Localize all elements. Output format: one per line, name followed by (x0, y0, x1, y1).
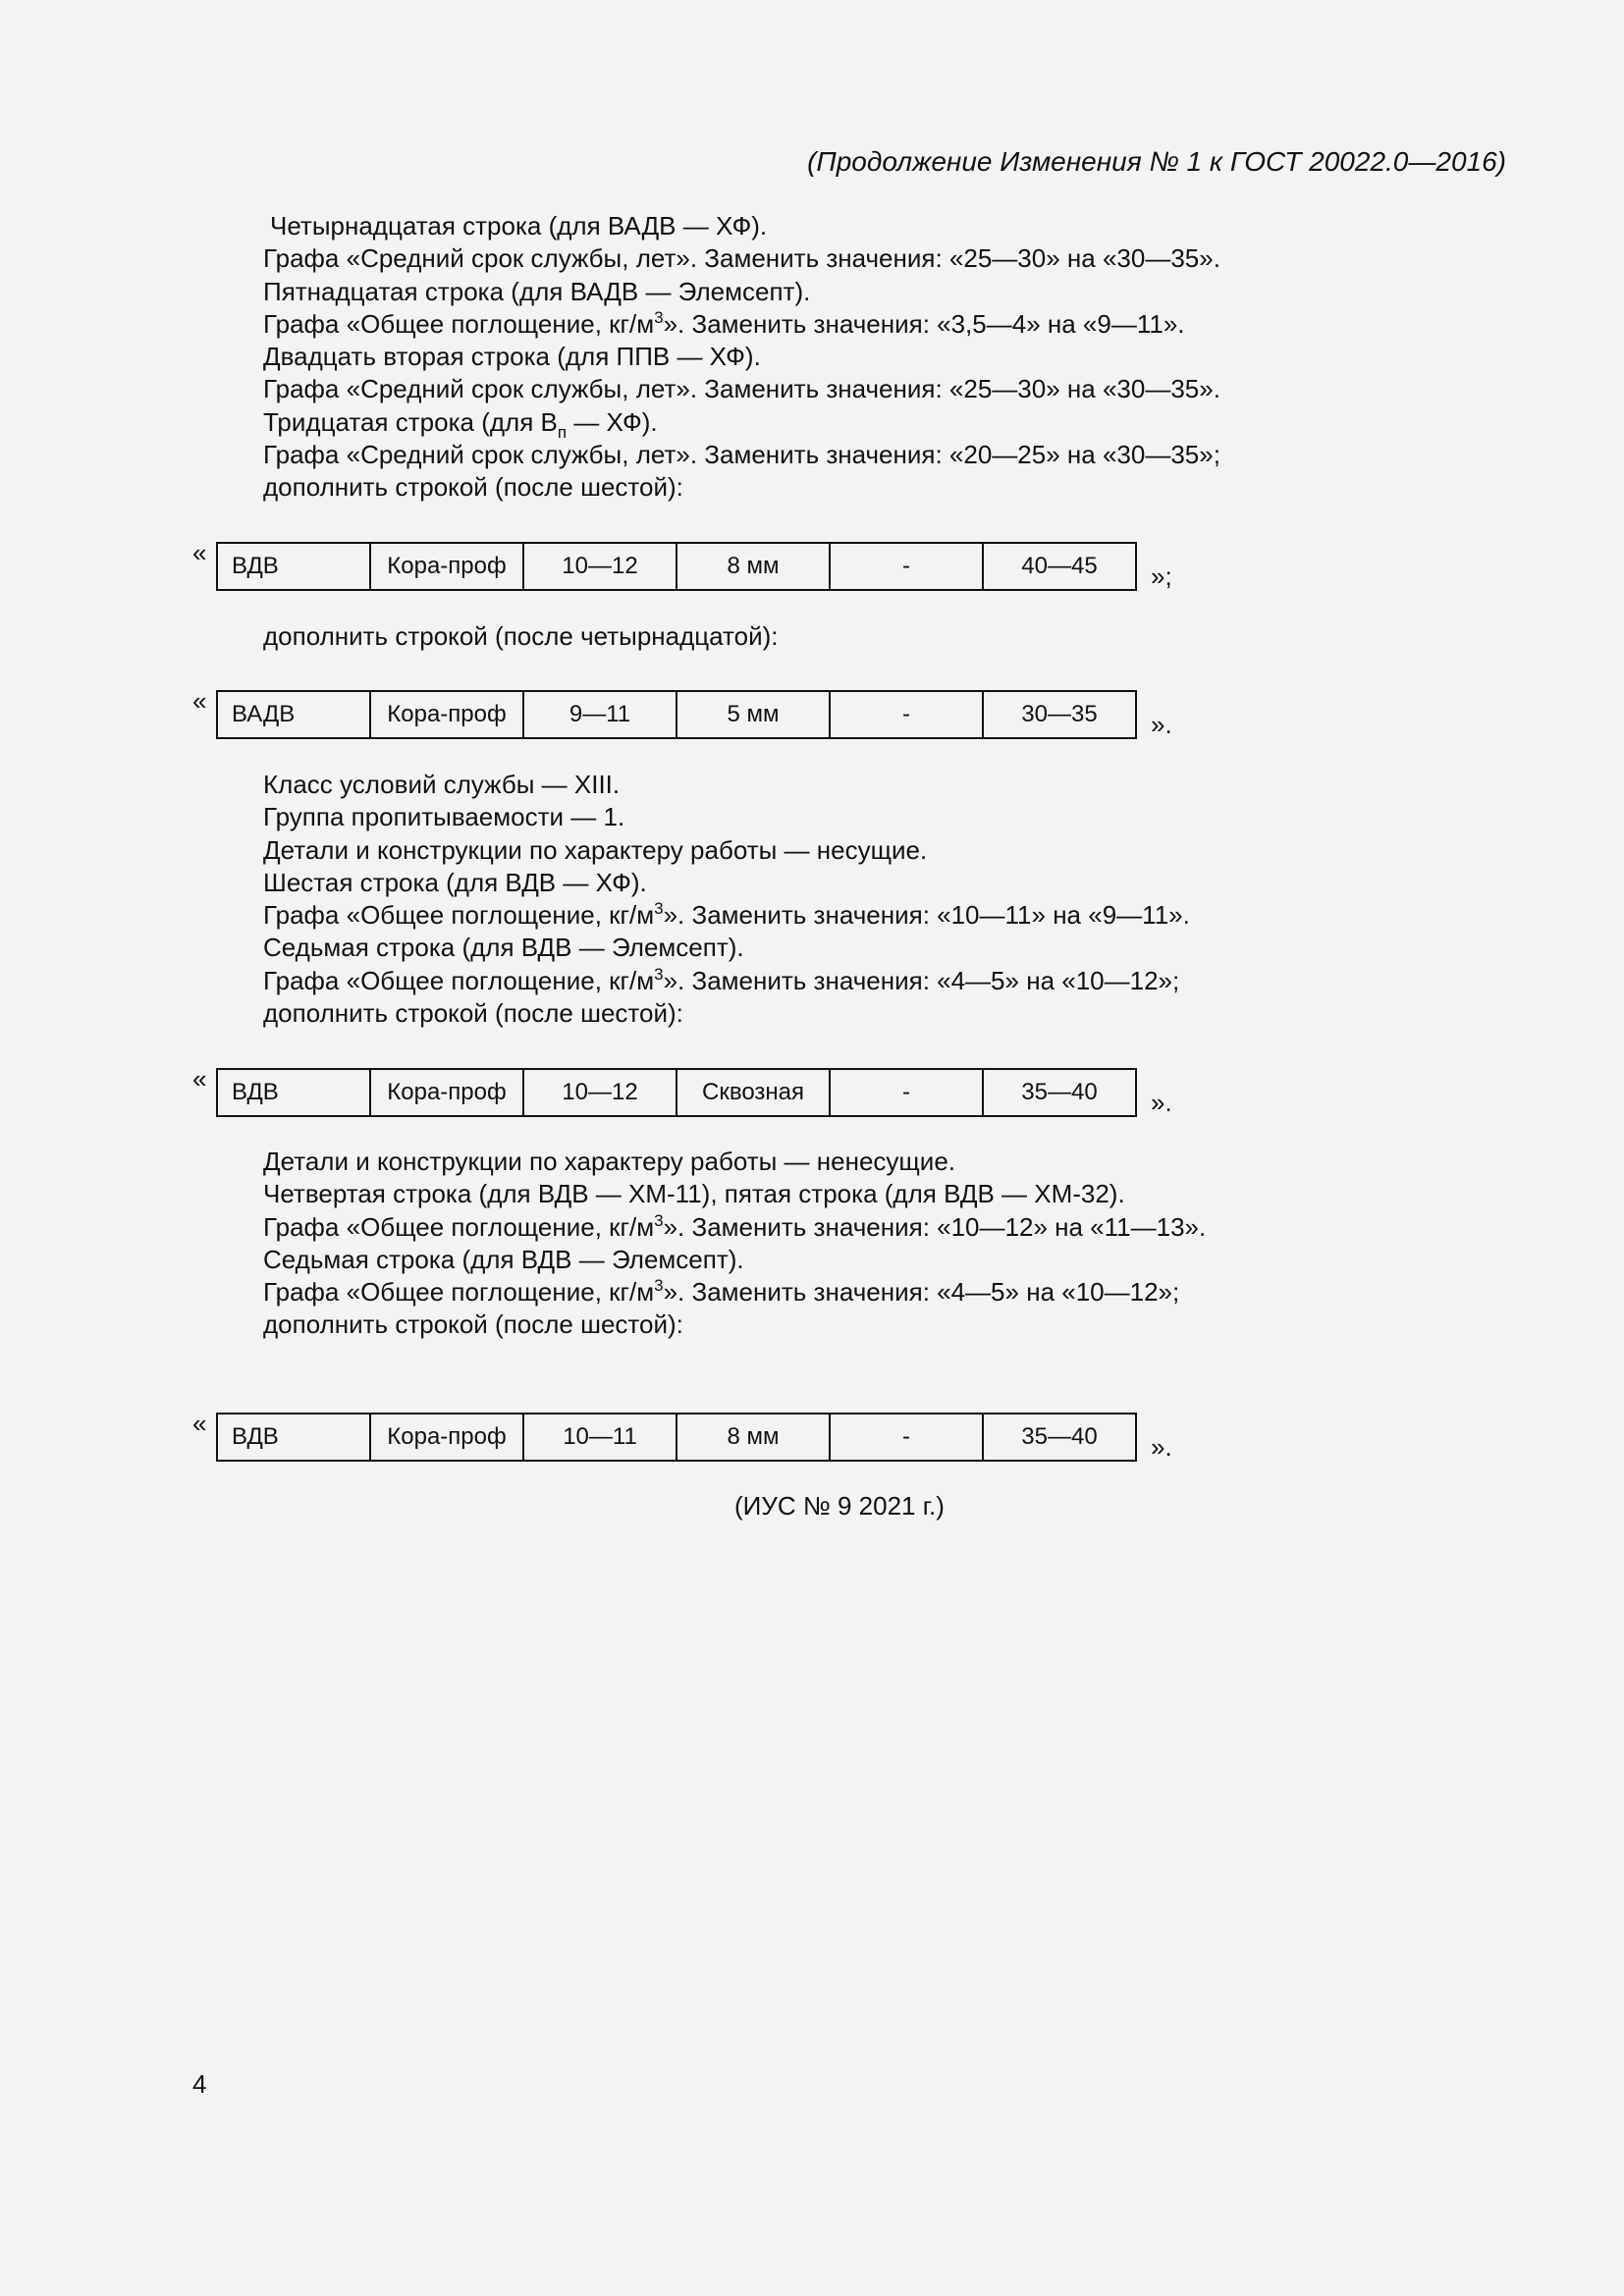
table-cell: Кора-проф (370, 1069, 523, 1116)
superscript: 3 (654, 307, 664, 327)
text-line: Графа «Общее поглощение, $кг/м^3$». Заменить значения: «10—12» на «11—13». (263, 1210, 1207, 1242)
open-quote: « (192, 538, 207, 567)
text-block-4 (263, 1146, 1206, 1342)
text-line: Графа «Общее поглощение, $кг/м^3$». Заменить значения: «4—5» на «10—12»; (263, 1276, 1180, 1308)
table-cell: 9—11 (523, 691, 677, 738)
table-cell: - (830, 543, 983, 590)
text-line: Графа «Общее поглощение, $кг/м^3$». Заменить значения: «4—5» на «10—12»; (263, 964, 1180, 995)
text-line: Класс условий службы — XIII. (263, 770, 621, 799)
open-quote: « (192, 686, 207, 716)
text-block-3 (263, 769, 1190, 1030)
text-line: Четвертая строка (для ВДВ — ХМ-11), пятая строка (для ВДВ — ХМ-32). (263, 1179, 1125, 1209)
table-cell: Кора-проф (370, 691, 523, 738)
text-line: дополнить строкой (после четырнадцатой): (263, 621, 779, 651)
text-line: Тридцатая строка (для $В_п$ — ХФ). (263, 406, 658, 442)
row-table (216, 1068, 1137, 1117)
page-header: (Продолжение Изменения № 1 к ГОСТ 20022.0—2016) (807, 146, 1506, 177)
superscript: 3 (654, 964, 664, 984)
table-cell: 10—11 (523, 1414, 677, 1461)
text-line: Графа «Общее поглощение, $кг/м^3$». Заменить значения: «10—11» на «9—11». (263, 899, 1190, 931)
table-cell: 35—40 (983, 1069, 1136, 1116)
table-row (217, 543, 1136, 590)
text-line: Детали и конструкции по характеру работы — ненесущие. (263, 1147, 956, 1176)
text-line: дополнить строкой (после шестой): (263, 998, 683, 1029)
table-row-3 (192, 1064, 1194, 1127)
row-table (216, 690, 1137, 739)
table-cell: 8 мм (677, 543, 830, 590)
table-row-4 (192, 1409, 1194, 1471)
table-cell: Кора-проф (370, 1414, 523, 1461)
text-line: Шестая строка (для ВДВ — ХФ). (263, 867, 647, 897)
text-line: Седьмая строка (для ВДВ — Элемсепт). (263, 1244, 744, 1274)
table-cell: Кора-проф (370, 543, 523, 590)
text-line: Пятнадцатая строка (для ВАДВ — Элемсепт). (263, 276, 811, 306)
table-cell: ВДВ (217, 543, 370, 590)
table-cell: 40—45 (983, 543, 1136, 590)
open-quote: « (192, 1409, 207, 1438)
text-line: Группа пропитываемости — 1. (263, 802, 625, 832)
table-row-1 (192, 538, 1194, 601)
superscript: 3 (654, 899, 664, 919)
text-line: Седьмая строка (для ВДВ — Элемсепт). (263, 933, 744, 963)
text-line: Графа «Средний срок службы, лет». Заменить значения: «25—30» на «30—35». (263, 374, 1220, 404)
table-cell: ВАДВ (217, 691, 370, 738)
row-table (216, 1413, 1137, 1462)
close-quote: ». (1151, 710, 1172, 739)
table-cell: 35—40 (983, 1414, 1136, 1461)
text-line: дополнить строкой (после шестой): (263, 1309, 683, 1340)
subscript: п (557, 422, 568, 442)
table-row-2 (192, 686, 1194, 749)
close-quote: ». (1151, 1432, 1172, 1462)
close-quote: ». (1151, 1088, 1172, 1117)
table-cell: 8 мм (677, 1414, 830, 1461)
text-block-2 (263, 620, 779, 653)
close-quote: »; (1151, 561, 1172, 591)
row-table (216, 542, 1137, 591)
superscript: 3 (654, 1210, 664, 1230)
table-row (217, 1069, 1136, 1116)
ius-reference: (ИУС № 9 2021 г.) (734, 1491, 945, 1521)
text-line: Четырнадцатая строка (для ВАДВ — ХФ). (270, 211, 768, 240)
table-cell: - (830, 1069, 983, 1116)
open-quote: « (192, 1064, 207, 1094)
text-line: Детали и конструкции по характеру работы — несущие. (263, 834, 928, 865)
text-line: Графа «Средний срок службы, лет». Заменить значения: «25—30» на «30—35». (263, 243, 1220, 274)
table-cell: ВДВ (217, 1414, 370, 1461)
superscript: 3 (654, 1276, 664, 1296)
table-cell: 10—12 (523, 1069, 677, 1116)
page-number: 4 (192, 2069, 207, 2099)
table-cell: ВДВ (217, 1069, 370, 1116)
text-block-1 (263, 210, 1220, 505)
table-cell: - (830, 691, 983, 738)
table-cell: 30—35 (983, 691, 1136, 738)
table-cell: 10—12 (523, 543, 677, 590)
table-row (217, 691, 1136, 738)
table-cell: 5 мм (677, 691, 830, 738)
text-line: Графа «Общее поглощение, $кг/м^3$». Заменить значения: «3,5—4» на «9—11». (263, 307, 1185, 339)
text-line: Графа «Средний срок службы, лет». Заменить значения: «20—25» на «30—35»; (263, 440, 1220, 470)
table-row (217, 1414, 1136, 1461)
text-line: дополнить строкой (после шестой): (263, 472, 683, 503)
table-cell: Сквозная (677, 1069, 830, 1116)
table-cell: - (830, 1414, 983, 1461)
text-line: Двадцать вторая строка (для ППВ — ХФ). (263, 342, 761, 372)
